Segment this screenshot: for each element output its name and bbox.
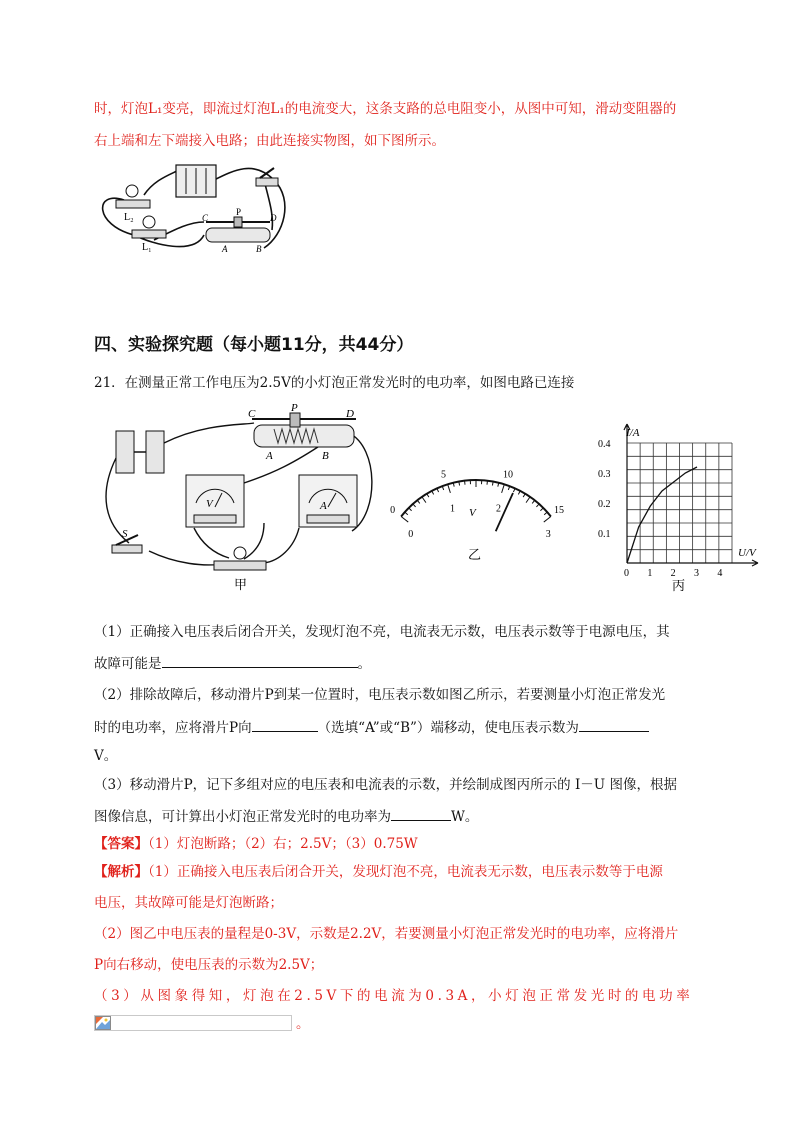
y-tick-label: 0.1: [598, 529, 611, 540]
jia-label-p: P: [291, 402, 298, 414]
jia-label-a: A: [266, 450, 273, 462]
q2-direction-blank[interactable]: [252, 717, 318, 732]
bing-caption: 丙: [672, 578, 686, 593]
dial-tick: [409, 508, 412, 511]
jia-label-b: B: [322, 450, 329, 462]
q1-line-b: 故障可能是 。: [94, 653, 714, 674]
x-tick-label: 1: [647, 568, 653, 579]
label-d: D: [270, 213, 277, 223]
q2-voltage-blank[interactable]: [579, 717, 649, 732]
x-tick-label: 3: [694, 568, 699, 579]
x-tick-label: 0: [624, 568, 629, 579]
q1-answer-blank[interactable]: [162, 653, 358, 668]
dial-tick: [544, 512, 547, 515]
y-tick-label: 0.2: [598, 499, 611, 510]
q1-line-a: （1）正确接入电压表后闭合开关，发现灯泡不亮，电流表无示数，电压表示数等于电源电压，其: [94, 624, 670, 640]
q2-line-b: 时的电功率，应将滑片P向 （选填“A”或“B”）端移动，使电压表示数为: [94, 717, 714, 738]
q3-line-b: 图像信息，可计算出小灯泡正常发光时的电功率为 W。: [94, 806, 714, 827]
label-a: A: [222, 244, 228, 254]
dial-tick: [413, 504, 416, 507]
q2-line-a: （2）排除故障后，移动滑片P到某一位置时，电压表示数如图乙所示，若要测量小灯泡正常发光: [94, 687, 666, 703]
yi-caption: 乙: [468, 547, 482, 562]
label-p: P: [236, 207, 242, 217]
x-tick-label: 4: [717, 568, 723, 579]
intro-line-1: 时，灯泡L₁变亮，即流过灯泡L₁的电流变大，这条支路的总电阻变小，从图中可知，滑动变阻器的: [94, 101, 677, 117]
question-stem: 21．在测量正常工作电压为2.5V的小灯泡正常发光时的电功率，如图电路已连接: [94, 375, 575, 391]
answer-line: [94, 834, 714, 854]
analysis-tag: 【解析】: [94, 864, 148, 880]
jia-label-s: S: [122, 528, 128, 540]
analysis-line-1: 【解析】（1）正确接入电压表后闭合开关，发现灯泡不亮，电流表无示数，电压表示数等于电源: [94, 864, 663, 880]
label-l1: L₁: [142, 242, 152, 253]
analysis-line-3: （2）图乙中电压表的量程是0-3V，示数是2.2V，若要测量小灯泡正常发光时的电功率，应将滑片: [94, 926, 679, 942]
dial-tick: [526, 497, 530, 503]
figure-bing: [596, 418, 766, 593]
analysis-line-4: P向右移动，使电压表的示数为2.5V；: [94, 957, 324, 973]
bing-xlabel: U/V: [738, 547, 756, 559]
dial-tick: [448, 484, 451, 493]
dial-outer-label: 0: [390, 504, 396, 516]
dial-tick: [502, 484, 505, 493]
section-title: 四、实验探究题（每小题11分，共44分）: [94, 335, 414, 355]
jia-label-v: V: [206, 498, 213, 510]
answer-tag: 【答案】: [94, 836, 148, 852]
dial-outer-label: 15: [553, 504, 564, 516]
jia-caption: 甲: [234, 577, 248, 592]
top-circuit-figure: [94, 160, 294, 265]
dial-inner-label: 0: [408, 528, 414, 540]
axes: [624, 424, 758, 566]
yi-unit: V: [469, 507, 476, 519]
dial-tick: [417, 500, 419, 503]
q3-power-blank[interactable]: [391, 806, 451, 821]
dial-tick: [532, 500, 534, 503]
y-tick-label: 0.3: [598, 469, 611, 480]
formula-image-placeholder: [94, 1015, 292, 1031]
dial-tick: [536, 504, 539, 507]
analysis-line-6-end: 。: [296, 1016, 310, 1032]
jia-label-c: C: [248, 408, 256, 420]
analysis-line-5: （3）从图象得知，灯泡在2.5V下的电流为0.3A，小灯泡正常发光时的电功率: [94, 988, 694, 1004]
q2-line-c: V。: [94, 748, 118, 764]
dial-tick: [401, 517, 408, 523]
answer-text: （1）灯泡断路；（2）右；2.5V；（3）0.75W: [148, 836, 418, 852]
jia-label-d: D: [346, 408, 354, 420]
dial-inner-label: 1: [450, 503, 456, 515]
jia-label-a-meter: A: [320, 500, 327, 512]
intro-line-2: 右上端和左下端接入电路；由此连接实物图，如下图所示。: [94, 133, 445, 149]
dial-tick: [492, 482, 493, 486]
label-b: B: [256, 244, 262, 254]
broken-image-icon: [95, 1016, 111, 1030]
q3-line-a: （3）移动滑片P，记下多组对应的电压表和电流表的示数，并绘制成图丙所示的 I－U 图像，根据: [94, 777, 677, 793]
dial-tick: [422, 497, 426, 503]
dial-outer-label: 5: [441, 469, 447, 481]
x-tick-label: 2: [670, 568, 676, 579]
y-tick-label: 0.4: [598, 439, 611, 450]
dial-tick: [405, 512, 408, 515]
figure-jia: [94, 403, 384, 593]
iu-curve: [627, 467, 697, 563]
dial-inner-label: 3: [545, 528, 551, 540]
bing-ylabel: I/A: [626, 427, 640, 439]
label-l2: L₂: [124, 212, 134, 223]
dial-outer-label: 10: [502, 469, 513, 481]
label-c: C: [202, 213, 209, 223]
analysis-line-2: 电压，其故障可能是灯泡断路；: [94, 895, 283, 911]
dial-tick: [540, 508, 543, 511]
dial-tick: [459, 482, 460, 486]
figure-yi: [390, 440, 564, 565]
dial-inner-label: 2: [495, 503, 501, 515]
dial-tick: [544, 517, 551, 523]
